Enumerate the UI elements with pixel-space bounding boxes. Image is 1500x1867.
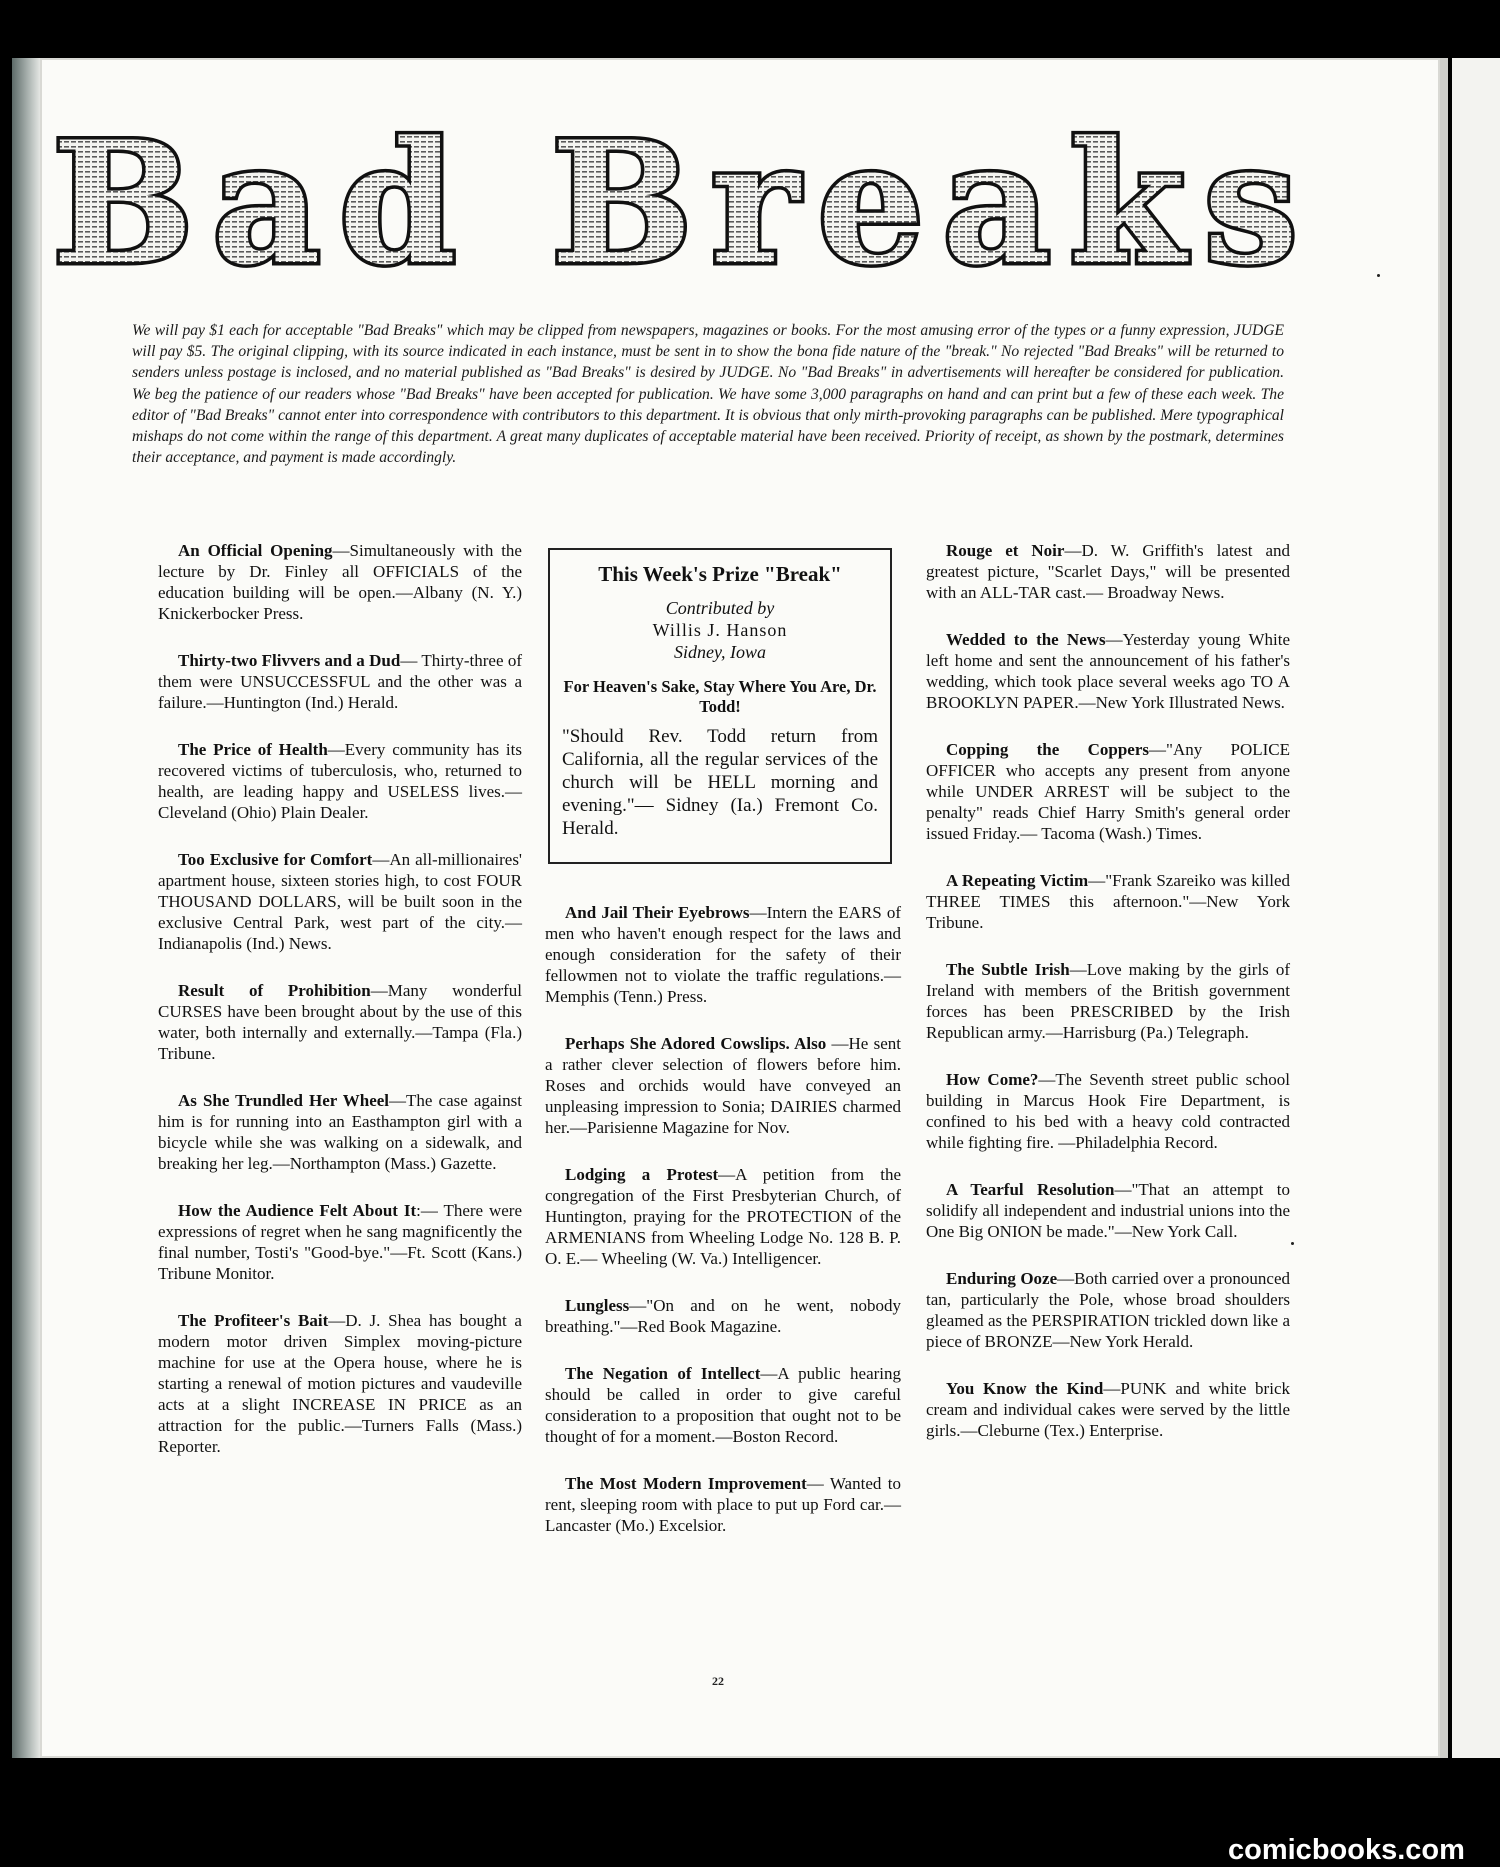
bad-break-headline: The Negation of Intellect: [565, 1364, 761, 1383]
prize-break-box: [548, 548, 892, 864]
bad-break-headline: How Come?: [946, 1070, 1039, 1089]
bad-break-item: [158, 1310, 522, 1457]
bad-break-item: [926, 540, 1290, 603]
bad-break-headline: Wedded to the News: [946, 630, 1106, 649]
bad-break-headline: The Price of Health: [178, 740, 328, 759]
bad-break-text: —PUNK and white brick cream and individual cakes were served by the little girls.—Cleburne (Tex.) Enterprise.: [926, 1379, 1290, 1440]
bad-break-headline: A Tearful Resolution: [946, 1180, 1115, 1199]
bad-break-text: —Simultaneously with the lecture by Dr. Finley all OFFICIALS of the education building will be open.—Albany (N. Y.) Knickerbocker Press.: [158, 541, 522, 623]
speck-mark: [1377, 274, 1380, 277]
bad-break-text: —"That an attempt to solidify all independent and industrial unions into the One Big ONION be made."—New York Call.: [926, 1180, 1290, 1241]
bad-break-item: [545, 902, 901, 1007]
prize-contributor-name: Willis J. Hanson: [652, 620, 788, 640]
bad-break-item: [158, 849, 522, 954]
bad-break-item: [158, 540, 522, 624]
site-watermark: comicbooks.com: [1228, 1834, 1465, 1866]
bad-break-text: —The Seventh street public school building in Marcus Hook Fire Department, is confined to his bed with a heavy cold contracted while fighting fire. —Philadelphia Record.: [926, 1070, 1291, 1152]
bad-break-item: [158, 980, 522, 1064]
masthead-title: [51, 104, 1317, 302]
bad-break-headline: The Subtle Irish: [946, 960, 1070, 979]
bad-break-headline: Copping the Coppers: [946, 740, 1149, 759]
bad-breaks-logo: [51, 104, 1317, 302]
bad-break-headline: You Know the Kind: [946, 1379, 1104, 1398]
column-middle: [545, 902, 901, 1562]
bad-break-item: [926, 1378, 1290, 1441]
bad-break-item: [926, 1179, 1290, 1242]
binding-spine: [12, 58, 40, 1758]
bad-break-text: —Yesterday young White left home and sent the announcement of his father's wedding, which took place several weeks ago TO A BROOKLYN PAPER.—New York Illustrated News.: [926, 630, 1290, 712]
prize-title: This Week's Prize "Break": [598, 562, 842, 586]
bad-break-text: —The case against him is for running into an Easthampton girl with a bicycle while she was walking on a sidewalk, and breaking her leg.—Northampton (Mass.) Gazette.: [158, 1091, 522, 1173]
prize-body: "Should Rev. Todd return from California, all the regular services of the church will be HELL morning and evening."— Sidney (Ia.) Fremont Co. Herald.: [562, 726, 878, 839]
bad-break-text: —Both carried over a pronounced tan, particularly the Pole, whose broad shoulders gleamed as the PERSPIRATION trickled down like a piece of BRONZE—New York Herald.: [926, 1269, 1290, 1351]
page-number: 22: [712, 1674, 724, 1688]
bad-break-headline: Thirty-two Flivvers and a Dud: [178, 651, 401, 670]
bad-break-headline: As She Trundled Her Wheel: [178, 1091, 390, 1110]
bad-break-item: [158, 650, 522, 713]
intro-paragraph: We will pay $1 each for acceptable "Bad Breaks" which may be clipped from newspapers, magazines or books. For the most amusing error of the types or a funny expression, JUDGE will pay $5. The original clipping, with its source indicated in each instance, must be sent in to show the bona fide nature of the "break." No rejected "Bad Breaks" will be returned to senders unless postage is inclosed, and no material published as "Bad Breaks" is desired by JUDGE. No "Bad Breaks" in advertisements will hereafter be considered for publication. We beg the patience of our readers whose "Bad Breaks" have been accepted for publication. We have some 3,000 paragraphs on hand and can print but a few of these each week. The editor of "Bad Breaks" cannot enter into correspondence with contributors to this department. It is obvious that only mirth-provoking paragraphs can be published. Mere typographical mishaps do not come within the range of this department. A great many duplicates of acceptable material have been received. Priority of receipt, as shown by the postmark, determines their acceptance, and payment is made accordingly.: [132, 322, 1284, 467]
bad-break-item: [545, 1295, 901, 1337]
bad-break-text: —Intern the EARS of men who haven't enough respect for the laws and enough consideration for the safety of their fellowmen not to violate the traffic regulations.—Memphis (Tenn.) Press.: [545, 903, 901, 1006]
bad-break-headline: Enduring Ooze: [946, 1269, 1058, 1288]
bad-break-headline: How the Audience Felt About It: [178, 1201, 417, 1220]
prize-headline: For Heaven's Sake, Stay Where You Are, Dr. Todd!: [563, 677, 877, 716]
bad-break-headline: Too Exclusive for Comfort: [178, 850, 373, 869]
bad-break-headline: The Profiteer's Bait: [178, 1311, 329, 1330]
bad-break-text: :— There were expressions of regret when he sang magnificently the final number, Tosti's "Good-bye."—Ft. Scott (Kans.) Tribune Monitor.: [158, 1201, 522, 1283]
bad-break-text: —A petition from the congregation of the First Presbyterian Church, of Huntington, praying for the PROTECTION of the ARMENIANS from Wheeling Lodge No. 128 B. P. O. E.— Wheeling (W. Va.) Intelligencer.: [545, 1165, 901, 1268]
bad-break-item: [158, 1090, 522, 1174]
svg-text:Bad Breaks: Bad Breaks: [51, 104, 1317, 302]
bad-break-item: [926, 739, 1290, 844]
bad-break-headline: Perhaps She Adored Cowslips. Also: [565, 1034, 827, 1053]
bad-break-text: —A public hearing should be called in order to give careful consideration to a proposition that ought not to be thought of for a moment.—Boston Record.: [545, 1364, 901, 1446]
bad-break-text: —He sent a rather clever selection of flowers before him. Roses and orchids would have conveyed an unpleasing impression to Sonia; DAIRIES charmed her.—Parisienne Magazine for Nov.: [545, 1034, 901, 1137]
bad-break-text: —An all-millionaires' apartment house, sixteen stories high, to cost FOUR THOUSAND DOLLARS, will be built soon in the exclusive Central Park, west part of the city.— Indianapolis (Ind.) News.: [158, 850, 522, 953]
bad-break-headline: Lungless: [565, 1296, 630, 1315]
facing-page-edge: [1452, 58, 1500, 1758]
bad-break-text: —Many wonderful CURSES have been brought about by the use of this water, both internally and externally.—Tampa (Fla.) Tribune.: [158, 981, 522, 1063]
column-right: [926, 540, 1290, 1467]
bad-break-text: —"Frank Szareiko was killed THREE TIMES this afternoon."—New York Tribune.: [926, 871, 1290, 932]
bad-break-item: [926, 629, 1290, 713]
bad-break-text: —Love making by the girls of Ireland with members of the British government forces has been PRESCRIBED by the Irish Republican army.—Harrisburg (Pa.) Telegraph.: [926, 960, 1290, 1042]
bad-break-text: — Thirty-three of them were UNSUCCESSFUL and the other was a failure.—Huntington (Ind.) Herald.: [158, 651, 522, 712]
bad-break-headline: A Repeating Victim: [946, 871, 1089, 890]
bad-break-item: [926, 959, 1290, 1043]
bad-break-item: [926, 870, 1290, 933]
bad-break-item: [545, 1033, 901, 1138]
bad-break-item: [158, 1200, 522, 1284]
bad-break-text: —D. J. Shea has bought a modern motor driven Simplex moving-picture machine for use at the Opera house, where he is starting a renewal of motion pictures and vaudeville acts at a slight INCREASE IN PRICE as an attraction for the public.—Turners Falls (Mass.) Reporter.: [158, 1311, 522, 1456]
prize-contributed-label: Contributed by: [665, 598, 775, 618]
bad-break-item: [545, 1363, 901, 1447]
prize-contributor-place: Sidney, Iowa: [674, 642, 766, 662]
bad-break-text: —D. W. Griffith's latest and greatest picture, "Scarlet Days," will be presented with an ALL-TAR cast.— Broadway News.: [926, 541, 1291, 602]
bad-break-item: [926, 1069, 1290, 1153]
column-left: [158, 540, 522, 1483]
bad-break-item: [545, 1164, 901, 1269]
bad-break-headline: Lodging a Protest: [565, 1165, 719, 1184]
bad-break-item: [926, 1268, 1290, 1352]
bad-break-headline: And Jail Their Eyebrows: [565, 903, 750, 922]
bad-break-headline: Rouge et Noir: [946, 541, 1065, 560]
bad-break-text: —Every community has its recovered victims of tuberculosis, who, returned to health, are leading happy and USELESS lives.—Cleveland (Ohio) Plain Dealer.: [158, 740, 522, 822]
bad-break-text: —"Any POLICE OFFICER who accepts any present from anyone while UNDER ARREST will be subject to the penalty" reads Chief Harry Smith's general order issued Friday.— Tacoma (Wash.) Times.: [926, 740, 1291, 843]
bad-break-headline: The Most Modern Improvement: [565, 1474, 807, 1493]
bad-break-text: — Wanted to rent, sleeping room with place to put up Ford car.—Lancaster (Mo.) Excelsior.: [545, 1474, 901, 1535]
bad-break-headline: Result of Prohibition: [178, 981, 371, 1000]
speck-mark: [1291, 1242, 1294, 1245]
bad-break-item: [158, 739, 522, 823]
bad-break-text: —"On and on he went, nobody breathing."—Red Book Magazine.: [545, 1296, 901, 1336]
page-edge: [1440, 58, 1448, 1758]
bad-break-item: [545, 1473, 901, 1536]
bad-break-headline: An Official Opening: [178, 541, 333, 560]
